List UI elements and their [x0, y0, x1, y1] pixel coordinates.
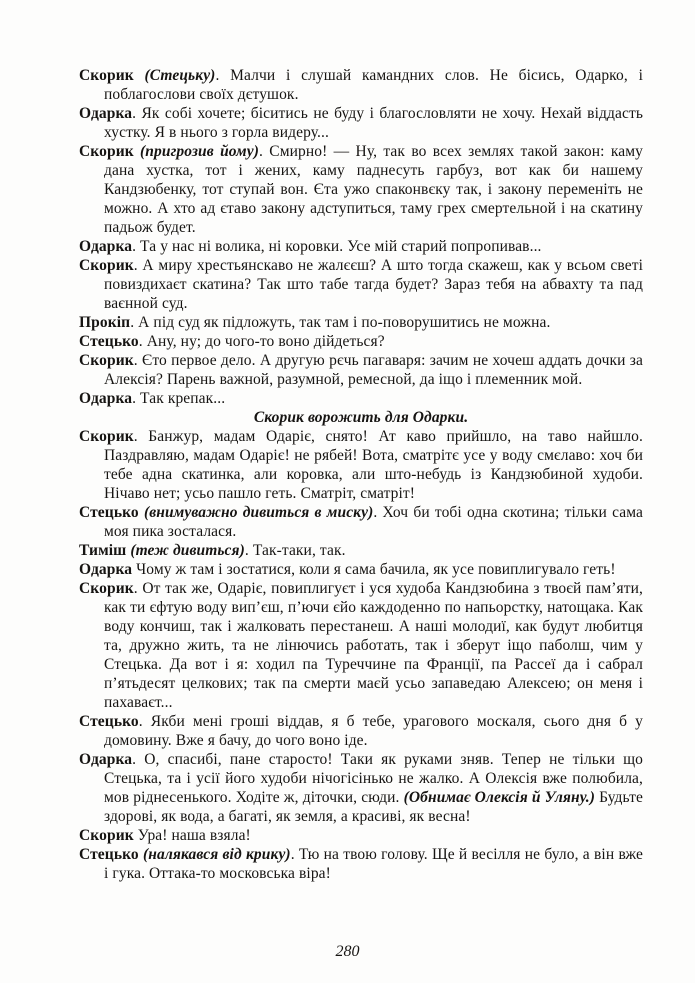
- stage-direction: (Обнимає Олексія й Уляну.): [403, 789, 595, 806]
- speech-paragraph: [79, 313, 643, 332]
- scene-heading: [79, 408, 643, 427]
- character-name: Стецько: [79, 333, 139, 350]
- character-name: Одарка: [79, 390, 133, 407]
- speech-text: . От так же, Одаріє, повиплигуєт і уся худоба Кандзюбина з твоєй пам’яти, как ти єфтую воду вип’єш, п’ючи єйо каждоденно по напьорстку, натощака. Как воду кончиш, так і жалковать перестанеш. А наші молодиї, как будут любитця та, дружно жить, та не лінючись работать, так і зберут іщо паболш, чим у Стецька. Да вот і я: ходил па Туреччине па Франції, па Рассеї да і сабрал п’ятьдесят целкових; так па смерти маєй усьо запаведаю Алексею; он меня і пахаваєт...: [104, 580, 643, 711]
- character-name: Прокіп: [79, 314, 131, 331]
- speech-text: . Та у нас ні волика, ні коровки. Усе мій старий попропивав...: [132, 238, 542, 255]
- speech-paragraph: [79, 560, 643, 579]
- play-text-block: [79, 66, 643, 883]
- character-name: Тиміш: [79, 542, 131, 559]
- speech-text: . Так крепак...: [132, 390, 226, 407]
- speech-text: . Хоч би тобі одна скотина; тільки сама моя пика зосталася.: [104, 504, 644, 540]
- speech-text: . Тю на твою голову. Ще й весілля не було, а він вже і гука. Оттака-то московська віра!: [104, 846, 644, 882]
- speech-paragraph: [79, 332, 643, 351]
- page-number: 280: [335, 943, 360, 960]
- speech-text: . А миру хрестьянскаво не жалєєш? А што тогда скажеш, как у всьом светі повиздихаєт скатина? Так што табе тагда будет? Зараз тебя на абвахту та пад ваєнной суд.: [104, 257, 643, 312]
- character-name: Скорик: [79, 580, 134, 597]
- speech-paragraph: [79, 579, 643, 712]
- speech-paragraph: [79, 826, 643, 845]
- character-name: Одарка: [79, 105, 133, 122]
- speech-paragraph: [79, 389, 643, 408]
- stage-direction: (пригрозив йому): [140, 143, 260, 160]
- speech-text: Чому ж там і зостатися, коли я сама бачила, як усе повиплигувало геть!: [136, 561, 616, 578]
- speech-text: . О, спасибі, пане старосто! Таки як руками зняв. Тепер не тільки що Стецька, та і усії його худоби нічогісінько не жалко. А Олексія вже полюбила, мов ріднесенького. Ходіте ж, діточки, сюди.: [104, 751, 643, 806]
- character-name: Стецько: [79, 504, 144, 521]
- character-name: Одарка: [79, 238, 133, 255]
- speech-paragraph: [79, 750, 643, 826]
- character-name: Скорик: [79, 143, 141, 160]
- speech-paragraph: [79, 256, 643, 313]
- speech-paragraph: [79, 845, 643, 883]
- character-name: Скорик: [79, 352, 134, 369]
- speech-text: . Банжур, мадам Одаріє, снято! Ат каво прийшло, на таво найшло. Паздравляю, мадам Одаріє! не рябей! Вота, сматрітє усе у воду смєлаво: хоч би тебе адна скатинка, али коровка, али што-небудь із Кандзюбиной худоби. Нічаво нет; усьо пашло геть. Сматріт, сматріт!: [104, 428, 643, 502]
- character-name: Одарка: [79, 561, 137, 578]
- speech-text: . А під суд як підложуть, так там і по-поворушитись не можна.: [130, 314, 551, 331]
- speech-paragraph: [79, 541, 643, 560]
- speech-text: . Якби мені гроші віддав, я б тебе, урагового москаля, сього дня б у домовину. Вже я бачу, до чого воно іде.: [104, 713, 643, 749]
- character-name: Скорик: [79, 428, 134, 445]
- speech-paragraph: [79, 104, 643, 142]
- speech-paragraph: [79, 237, 643, 256]
- stage-direction: (внимуважно дивиться в миску): [143, 504, 374, 521]
- speech-text: . Ану, ну; до чого-то воно дійдеться?: [138, 333, 385, 350]
- speech-paragraph: [79, 142, 643, 237]
- speech-paragraph: [79, 712, 643, 750]
- speech-paragraph: [79, 66, 643, 104]
- character-name: Стецько: [79, 846, 144, 863]
- stage-direction: (налякався від крику): [143, 846, 291, 863]
- character-name: Скорик: [79, 827, 138, 844]
- stage-direction: Скорик ворожить для Одарки.: [253, 409, 469, 426]
- character-name: Стецько: [79, 713, 139, 730]
- speech-text: . Єто первое дело. А другую рєчь пагаваря: зачим не хочеш аддать дочки за Алексія? Парень важной, разумной, ремесной, да іщо і племенник мой.: [104, 352, 643, 388]
- speech-text: . Смирно! — Ну, так во всех землях такой закон: каму дана хустка, тот і жених, каму паднесуть гарбуз, вот как би нашему Кандзюбенку, тот ступай вон. Єта ужо спаконвєку так, і закону переменіть не можно. А хто ад єтаво закону адступиться, таму грех смертельной і на скатину падьож будет.: [104, 143, 643, 236]
- character-name: Скорик: [79, 257, 134, 274]
- character-name: Скорик: [79, 67, 145, 84]
- speech-text: Будьте здорові, як вода, а багаті, як земля, а красиві, як весна!: [104, 789, 643, 825]
- speech-paragraph: [79, 503, 643, 541]
- speech-text: Ура! наша взяла!: [137, 827, 251, 844]
- speech-paragraph: [79, 351, 643, 389]
- stage-direction: (Стецьку): [144, 67, 216, 84]
- speech-text: . Малчи і слушай камандних слов. Не бісись, Одарко, і поблагослови своїх дєтушок.: [104, 67, 643, 103]
- character-name: Одарка: [79, 751, 133, 768]
- speech-text: . Як собі хочете; біситись не буду і благословляти не хочу. Нехай віддасть хустку. Я в нього з горла видеру...: [104, 105, 643, 141]
- speech-paragraph: [79, 427, 643, 503]
- stage-direction: (теж дивиться): [130, 542, 245, 559]
- speech-text: . Так-таки, так.: [244, 542, 346, 559]
